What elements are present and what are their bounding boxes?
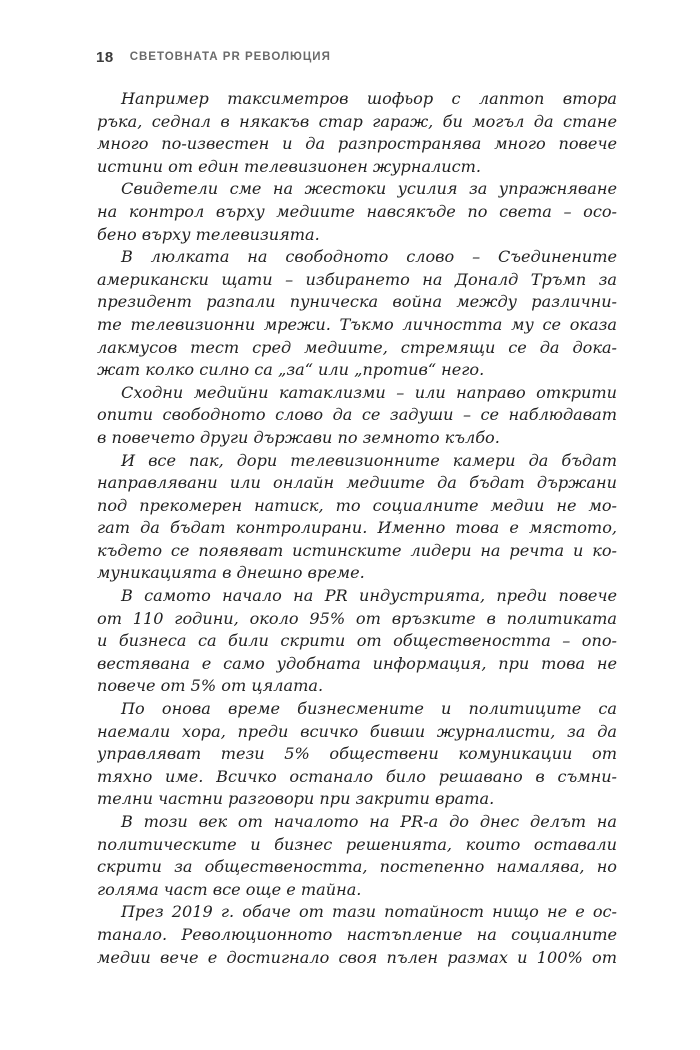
text-line: под прекомерен натиск, то социалните медии не мо- <box>97 495 617 515</box>
text-line: и бизнеса са били скрити от обществеността – опо- <box>97 631 617 651</box>
book-title: СВЕТОВНАТА PR РЕВОЛЮЦИЯ <box>129 51 331 63</box>
text-line: лакмусов тест сред медиите, стремящи се да дока- <box>97 337 617 357</box>
text-line: наемали хора, преди всичко бивши журналисти, за да <box>97 721 617 741</box>
text-line: на контрол върху медиите навсякъде по света – осо- <box>97 201 617 221</box>
text-line: голяма част все още е тайна. <box>97 879 362 899</box>
body-text <box>97 88 617 969</box>
text-line: опити свободното слово да се задуши – се наблюдават <box>97 405 617 425</box>
text-line: вестявана е само удобната информация, при това не <box>97 653 617 673</box>
text-line: телни частни разговори при закрити врата. <box>97 789 495 809</box>
text-line: медии вече е достигнало своя пълен размах и 100% от <box>97 947 617 967</box>
text-line: скрити за обществеността, постепенно намалява, но <box>97 857 617 877</box>
text-line: В този век от началото на PR-а до днес делът на <box>121 812 617 831</box>
text-line: По онова време бизнесмените и политиците са <box>121 699 617 719</box>
text-line: президент разпали пуническа война между различни- <box>97 292 617 312</box>
text-line: В самото начало на PR индустрията, преди повече <box>121 586 617 606</box>
text-line: повече от 5% от цялата. <box>97 676 324 696</box>
text-line: жат колко силно са „за“ или „против“ него. <box>97 360 485 380</box>
text-line: Сходни медийни катаклизми – или направо открити <box>121 382 617 402</box>
text-line: тяхно име. Всичко останало било решавано в съмни- <box>97 766 617 786</box>
text-line: управляват тези 5% обществени комуникации от <box>97 744 617 764</box>
text-line: През 2019 г. обаче от тази потайност нищо не е ос- <box>121 902 617 922</box>
text-line: И все пак, дори телевизионните камери да бъдат <box>121 450 617 470</box>
text-line: гат да бъдат контролирани. Именно това е мястото, <box>97 518 617 538</box>
page-number: 18 <box>96 48 114 66</box>
text-line: Свидетели сме на жестоки усилия за упражняване <box>121 179 617 199</box>
text-line: те телевизионни мрежи. Тъкмо личността му се оказа <box>97 314 617 334</box>
text-line: В люлката на свободното слово – Съединените <box>121 247 617 267</box>
text-line: политическите и бизнес решенията, които оставали <box>97 834 617 854</box>
text-line: много по-известен и да разпространява много повече <box>97 134 617 154</box>
text-line: истини от един телевизионен журналист. <box>97 156 482 176</box>
text-line: направлявани или онлайн медиите да бъдат държани <box>97 473 617 493</box>
text-line: където се появяват истинските лидери на речта и ко- <box>97 540 617 560</box>
text-line: от 110 години, около 95% от връзките в политиката <box>97 608 617 628</box>
text-line: американски щати – избирането на Доналд Тръмп за <box>97 269 617 289</box>
text-line: муникацията в днешно време. <box>97 563 365 583</box>
text-line: Например таксиметров шофьор с лаптоп втора <box>121 89 617 108</box>
running-header <box>96 46 596 68</box>
text-line: ръка, седнал в някакъв стар гараж, би могъл да стане <box>97 111 617 131</box>
text-line: танало. Революционното настъпление на социалните <box>97 924 617 944</box>
text-line: бено върху телевизията. <box>97 224 320 244</box>
text-line: в повечето други държави по земното кълбо. <box>97 427 500 447</box>
